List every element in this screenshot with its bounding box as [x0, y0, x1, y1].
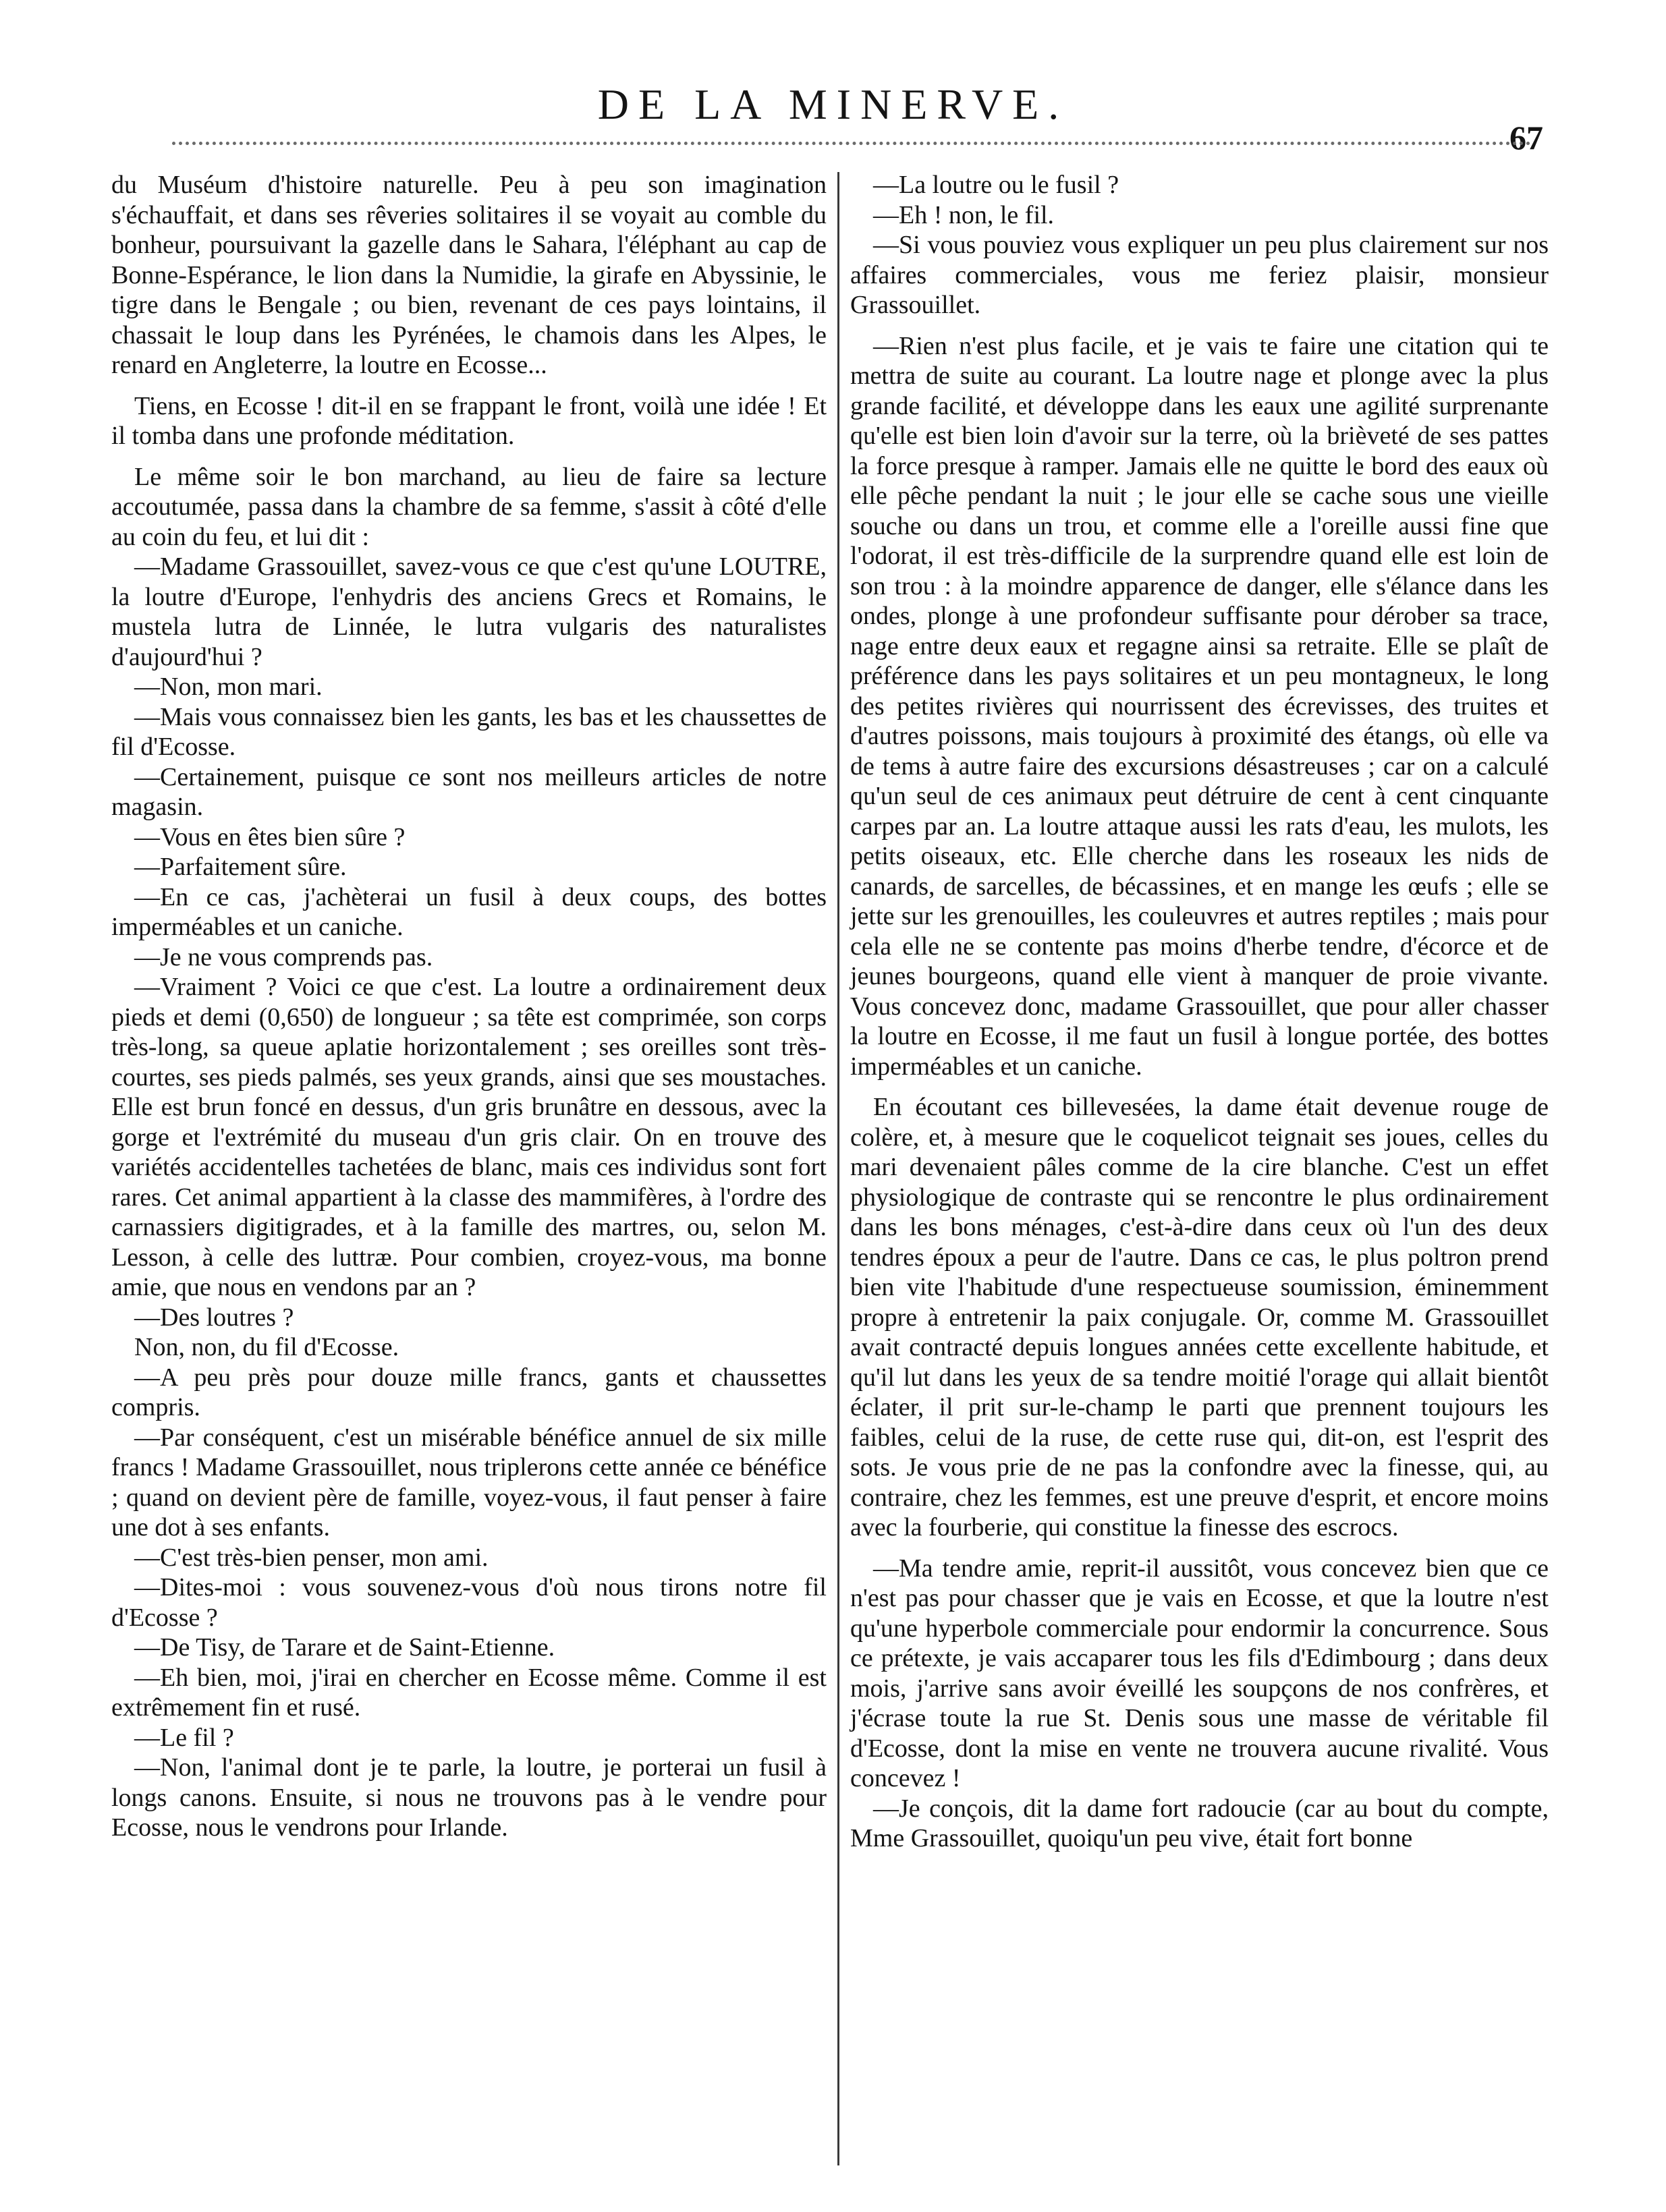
paragraph: —Certainement, puisque ce sont nos meilleurs articles de notre magasin.: [111, 762, 827, 821]
paragraph: —La loutre ou le fusil ?: [873, 171, 1119, 199]
paragraph: —Si vous pouviez vous expliquer un peu plus clairement sur nos affaires commerciales, vous me feriez plaisir, monsieur Grassouillet.: [850, 231, 1549, 319]
paragraph: Le même soir le bon marchand, au lieu de faire sa lecture accoutumée, passa dans la chambre de sa femme, s'assit à côté d'elle au coin du feu, et lui dit :: [111, 462, 827, 551]
paragraph: —Eh bien, moi, j'irai en chercher en Ecosse même. Comme il est extrêmement fin et rusé.: [111, 1663, 827, 1722]
paragraph: —Le fil ?: [134, 1723, 234, 1752]
paragraph: —Parfaitement sûre.: [134, 853, 347, 881]
paragraph: —Par conséquent, c'est un misérable bénéfice annuel de six mille francs ! Madame Grassouillet, nous triplerons cette année ce bénéfice ; quand on devient père de famille, voyez-vous, il faut penser à faire une dot à ses enfants.: [111, 1423, 827, 1541]
paragraph: —Vous en êtes bien sûre ?: [134, 822, 406, 851]
paragraph: Non, non, du fil d'Ecosse.: [134, 1333, 399, 1361]
paragraph: —Non, mon mari.: [134, 673, 323, 701]
paragraph: —De Tisy, de Tarare et de Saint-Etienne.: [134, 1633, 555, 1662]
left-column: [111, 170, 827, 1843]
paragraph: du Muséum d'histoire naturelle. Peu à peu son imagination s'échauffait, et dans ses rêveries solitaires il se voyait au comble du bonheur, poursuivant la gazelle dans le Sahara, l'éléphant au cap de Bonne-Espérance, le lion dans la Numidie, la girafe en Abyssinie, le tigre dans le Bengale ; ou bien, revenant de ces pays lointains, il chassait le loup dans les Pyrénées, le chamois dans les Alpes, le renard en Angleterre, la loutre en Ecosse...: [111, 171, 827, 379]
paragraph: —Vraiment ? Voici ce que c'est. La loutre a ordinairement deux pieds et demi (0,650) de longueur ; sa tête est comprimée, son corps très-long, sa queue aplatie horizontalement ; ses oreilles sont très-courtes, ses pieds palmés, ses yeux grands, ainsi que ses moustaches. Elle est brun foncé en dessus, d'un gris brunâtre en dessous, avec la gorge et l'extrémité du museau d'un gris clair. On en trouve des variétés accidentelles tachetées de blanc, mais ces individus sont fort rares. Cet animal appartient à la classe des mammifères, à l'ordre des carnassiers digitigrades, et à la famille des martres, ou, selon M. Lesson, à celle des luttræ. Pour combien, croyez-vous, ma bonne amie, que nous en vendons par an ?: [111, 973, 827, 1301]
header-rule: [172, 142, 1531, 145]
paragraph: —Non, l'animal dont je te parle, la loutre, je porterai un fusil à longs canons. Ensuite, si nous ne trouvons pas à le vendre pour Ecosse, nous le vendrons pour Irlande.: [111, 1753, 827, 1842]
paragraph: —Ma tendre amie, reprit-il aussitôt, vous concevez bien que ce n'est pas pour chasser que je vais en Ecosse, et que la loutre n'est qu'une hyperbole commerciale pour endormir la concurrence. Sous ce prétexte, je vais accaparer tous les fils d'Edimbourg ; dans deux mois, j'arrive sans avoir éveillé les soupçons de nos confrères, et j'écrase toute la rue St. Denis sous une masse de véritable fil d'Ecosse, dont la mise en vente ne trouvera aucune rivalité. Vous concevez !: [850, 1554, 1549, 1792]
paragraph: —Eh ! non, le fil.: [873, 200, 1055, 229]
paragraph: —Des loutres ?: [134, 1303, 294, 1332]
paragraph: —Mais vous connaissez bien les gants, les bas et les chaussettes de fil d'Ecosse.: [111, 702, 827, 761]
paragraph: —Je conçois, dit la dame fort radoucie (car au bout du compte, Mme Grassouillet, quoiqu'un peu vive, était fort bonne: [850, 1794, 1549, 1852]
paragraph: —Je ne vous comprends pas.: [134, 942, 433, 971]
paragraph: —Dites-moi : vous souvenez-vous d'où nous tirons notre fil d'Ecosse ?: [111, 1573, 827, 1632]
right-column: [850, 170, 1549, 1854]
paragraph: En écoutant ces billevesées, la dame était devenue rouge de colère, et, à mesure que le coquelicot teignait ses joues, celles du mari devenaient pâles comme de la cire blanche. C'est un effet physiologique de contraste qui se rencontre le plus ordinairement dans les bons ménages, c'est-à-dire dans ceux où l'un des deux tendres époux a peur de l'autre. Dans ce cas, le plus poltron prend bien vite l'habitude d'une respectueuse soumission, éminemment propre à entretenir la paix conjugale. Or, comme M. Grassouillet avait contracté depuis longues années cette excellente habitude, et qu'il lut dans les yeux de sa tendre moitié l'orage qui allait bientôt éclater, il prit sur-le-champ le parti que prennent toujours les faibles, celui de la ruse, de cette ruse qui, dit-on, est l'esprit des sots. Je vous prie de ne pas la confondre avec la finesse, qui, au contraire, chez les femmes, est une preuve d'esprit, et encore moins avec la fourberie, qui constitue la finesse des escrocs.: [850, 1093, 1549, 1541]
paragraph: —C'est très-bien penser, mon ami.: [134, 1543, 489, 1572]
paragraph: —En ce cas, j'achèterai un fusil à deux coups, des bottes imperméables et un caniche.: [111, 882, 827, 941]
paragraph: Tiens, en Ecosse ! dit-il en se frappant le front, voilà une idée ! Et il tomba dans une profonde méditation.: [111, 391, 827, 450]
column-divider: [837, 172, 839, 2165]
page-number: 67: [1509, 119, 1543, 157]
paragraph: —A peu près pour douze mille francs, gants et chaussettes compris.: [111, 1363, 827, 1421]
running-head: DE LA MINERVE.: [597, 80, 1069, 128]
paragraph: —Rien n'est plus facile, et je vais te faire une citation qui te mettra de suite au courant. La loutre nage et plonge avec la plus grande facilité, et développe dans les eaux une agilité surprenante qu'elle est bien loin d'avoir sur la terre, où la brièveté de ses pattes la force presque à ramper. Jamais elle ne quitte le bord des eaux où elle pêche pendant la nuit ; le jour elle se cache sous une vieille souche ou dans un trou, et comme elle a l'oreille aussi fine que l'odorat, il est très-difficile de la surprendre quand elle est loin de son trou : à la moindre apparence de danger, elle s'élance dans les ondes, plonge à une profondeur suffisante pour dérober sa trace, nage entre deux eaux et regagne ainsi sa retraite. Elle se plaît de préférence dans les pays solitaires et un peu montagneux, le long des petites rivières qui nourrissent des écrevisses, des truites et d'autres poissons, mais toujours à proximité des étangs, où elle va de tems à autre faire des excursions désastreuses ; car on a calculé qu'un seul de ces animaux peut détruire de cent à cent cinquante carpes par an. La loutre attaque aussi les rats d'eau, les mulots, les petits oiseaux, etc. Elle cherche dans les roseaux les nids de canards, de sarcelles, de bécassines, et en mange les œufs ; elle se jette sur les grenouilles, les couleuvres et autres reptiles ; mais pour cela elle ne se contente pas moins d'herbe tendre, d'écorce et de jeunes bourgeons, quand elle vient à manquer de proie vivante. Vous concevez donc, madame Grassouillet, que pour aller chasser la loutre en Ecosse, il me faut un fusil à longue portée, des bottes imperméables et un caniche.: [850, 331, 1549, 1081]
paragraph: —Madame Grassouillet, savez-vous ce que c'est qu'une LOUTRE, la loutre d'Europe, l'enhydris des anciens Grecs et Romains, le mustela lutra de Linnée, le lutra vulgaris des naturalistes d'aujourd'hui ?: [111, 552, 827, 671]
